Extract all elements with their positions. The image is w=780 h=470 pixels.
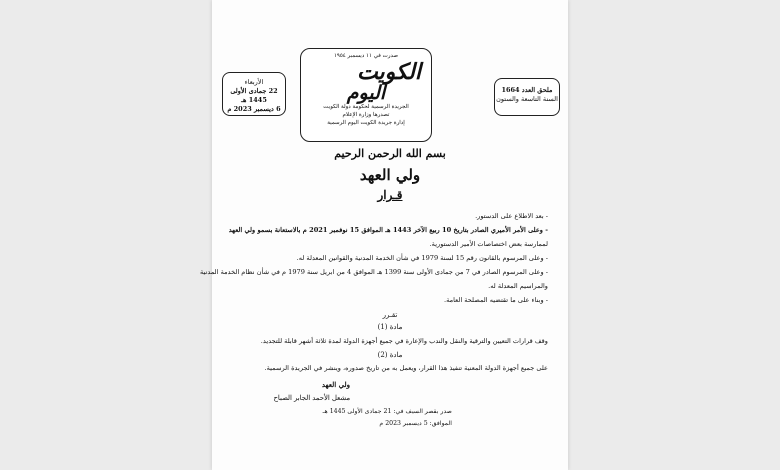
article-2-text: على جميع أجهزة الدولة المعنية تنفيذ هذا القرار، ويعمل به من تاريخ صدوره، وينشر في الجريدة الرسمية. [264,364,548,372]
basmala: بسم الله الرحمن الرحيم [334,147,446,160]
issuing-authority: ولي العهد [359,166,421,184]
issue-number: ملحق العدد 1664 [501,86,553,94]
issue-box [494,78,560,116]
masthead-title-kuwait: الكويت [356,59,421,85]
preamble-line-3: لممارسة بعض اختصاصات الأمير الدستورية. [429,240,548,248]
date-hijri: 22 جمادى الأولى 1445 هـ [230,87,278,104]
left-margin-background [0,0,212,470]
signature-name: مشعل الأحمد الجابر الصباح [273,394,350,402]
date-box [222,72,286,116]
issued-place-date: صدر بقصر السيف في: 21 جمادى الأولى 1445 هـ [322,408,452,415]
preamble-line-1: - بعد الاطلاع على الدستور. [475,212,548,220]
preamble-line-2: - وعلى الأمر الأميري الصادر بتاريخ 10 ربيع الآخر 1443 هـ الموافق 15 نوفمبر 2021 م بالاستعانة بسمو ولي العهد [228,226,548,234]
decision-word: تقـرر [382,311,398,319]
signature-title: ولي العهد [321,380,350,389]
date-day: الأربعاء [244,78,264,86]
masthead-subtitle-3: إدارة جريدة الكويت اليوم الرسمية [327,120,405,126]
preamble-line-7: - وبناء على ما تقتضيه المصلحة العامة. [443,296,548,304]
preamble-line-5: - وعلى المرسوم الصادر في 7 من جمادى الأولى سنة 1399 هـ الموافق 4 من ابريل سنة 1979 م في شأن نظام الخدمة المدنية [200,268,548,276]
document-type: قـرار [377,188,403,202]
masthead [300,48,432,142]
founded-date: صدرت في ١١ ديسمبر ١٩٥٤ [333,53,399,59]
issued-gregorian-date: الموافق: 5 ديسمبر 2023 م [379,420,452,427]
gazette-page [200,0,568,470]
masthead-subtitle-2: تصدرها وزارة الإعلام [342,112,390,118]
article-1-label: مادة (1) [377,323,403,331]
article-2-label: مادة (2) [377,351,403,359]
preamble-line-6: والمراسيم المعدلة له. [488,282,548,290]
right-margin-background [568,0,780,470]
article-1-text: وقف قرارات التعيين والترقية والنقل والندب والإعارة في جميع أجهزة الدولة لمدة ثلاثة أشهر قابلة للتجديد. [260,337,548,345]
masthead-title-alyoum: اليوم [346,82,386,104]
issue-year: السنة التاسعة والستون [496,95,558,103]
date-gregorian: 6 ديسمبر 2023 م [227,105,281,113]
masthead-subtitle-1: الجريدة الرسمية لحكومة دولة الكويت [323,104,409,110]
preamble-line-4: - وعلى المرسوم بالقانون رقم 15 لسنة 1979 في شأن الخدمة المدنية والقوانين المعدلة له. [296,254,548,262]
